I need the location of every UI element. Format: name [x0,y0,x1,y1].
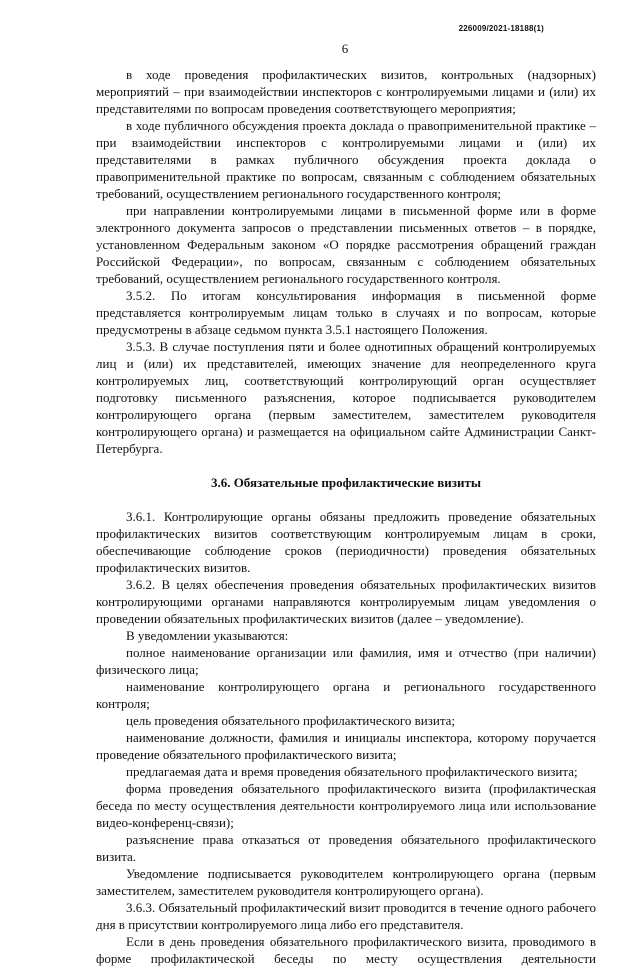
paragraph: Уведомление подписывается руководителем контролирующего органа (первым заместителем, заместителем руководителя контролирующего органа). [96,866,596,898]
document-id: 226009/2021-18188(1) [458,24,544,33]
list-item: предлагаемая дата и время проведения обязательного профилактического визита; [126,764,578,779]
paragraph: 3.6.2. В целях обеспечения проведения обязательных профилактических визитов контролирующими органами направляются контролируемым лицам уведомления о проведении обязательных профилактических визитов (далее – уведомление). [96,577,596,626]
list-item: наименование должности, фамилия и инициалы инспектора, которому поручается проведение обязательного профилактического визита; [96,730,596,762]
section-heading: 3.6. Обязательные профилактические визиты [210,475,482,490]
list-item: полное наименование организации или фамилия, имя и отчество (при наличии) физического лица; [96,645,596,677]
list-item: форма проведения обязательного профилактического визита (профилактическая беседа по месту осуществления деятельности контролируемого лица или использование видео-конференц-связи); [96,781,596,830]
paragraph: в ходе проведения профилактических визитов, контрольных (надзорных) мероприятий – при взаимодействии инспекторов с контролируемыми лицами и (или) их представителями по вопросам проведения соответствующего мероприятия; [96,67,596,116]
paragraph: при направлении контролируемыми лицами в письменной форме или в форме электронного документа запросов о представлении письменных ответов – в порядке, установленном Федеральным законом «О порядке рассмотрения обращений граждан Российской Федерации», по вопросам, связанным с соблюдением обязательных требований, осуществлением регионального государственного контроля. [96,203,596,286]
paragraph: 3.6.3. Обязательный профилактический визит проводится в течение одного рабочего дня в присутствии контролируемого лица либо его представителя. [96,900,596,932]
paragraph: 3.6.1. Контролирующие органы обязаны предложить проведение обязательных профилактических визитов соответствующим контролируемым лицам в сроки, обеспечивающие соблюдение сроков (периодичности) проведения обязательных профилактических визитов. [96,509,596,575]
paragraph: в ходе публичного обсуждения проекта доклада о правоприменительной практике – при взаимодействии инспекторов с контролируемыми лицами и (или) их представителями в рамках публичного обсуждения проекта доклада о правоприменительной практике по вопросам, связанным с соблюдением обязательных требований, осуществлением регионального государственного контроля; [96,118,596,201]
paragraph: В уведомлении указываются: [126,628,289,643]
paragraph: Если в день проведения обязательного профилактического визита, проводимого в форме профилактической беседы по месту осуществления деятельности [96,934,596,966]
page-number: 6 [341,41,349,56]
document-body [96,66,596,967]
paragraph: 3.5.2. По итогам консультирования информация в письменной форме представляется контролируемым лицам только в случаях и по вопросам, которые предусмотрены в абзаце седьмом пункта 3.5.1 настоящего Положения. [96,288,596,337]
list-item: цель проведения обязательного профилактического визита; [126,713,456,728]
list-item: наименование контролирующего органа и регионального государственного контроля; [96,679,596,711]
list-item: разъяснение права отказаться от проведения обязательного профилактического визита. [96,832,596,864]
paragraph: 3.5.3. В случае поступления пяти и более однотипных обращений контролируемых лиц и (или) их представителей, имеющих значение для неопределенного круга контролируемых лиц, соответствующий контролирующий орган осуществляет подготовку письменного разъяснения, которое подписывается руководителем контролирующего органа (первым заместителем, заместителем руководителя контролирующего органа) и размещается на официальном сайте Администрации Санкт-Петербурга. [96,339,596,456]
